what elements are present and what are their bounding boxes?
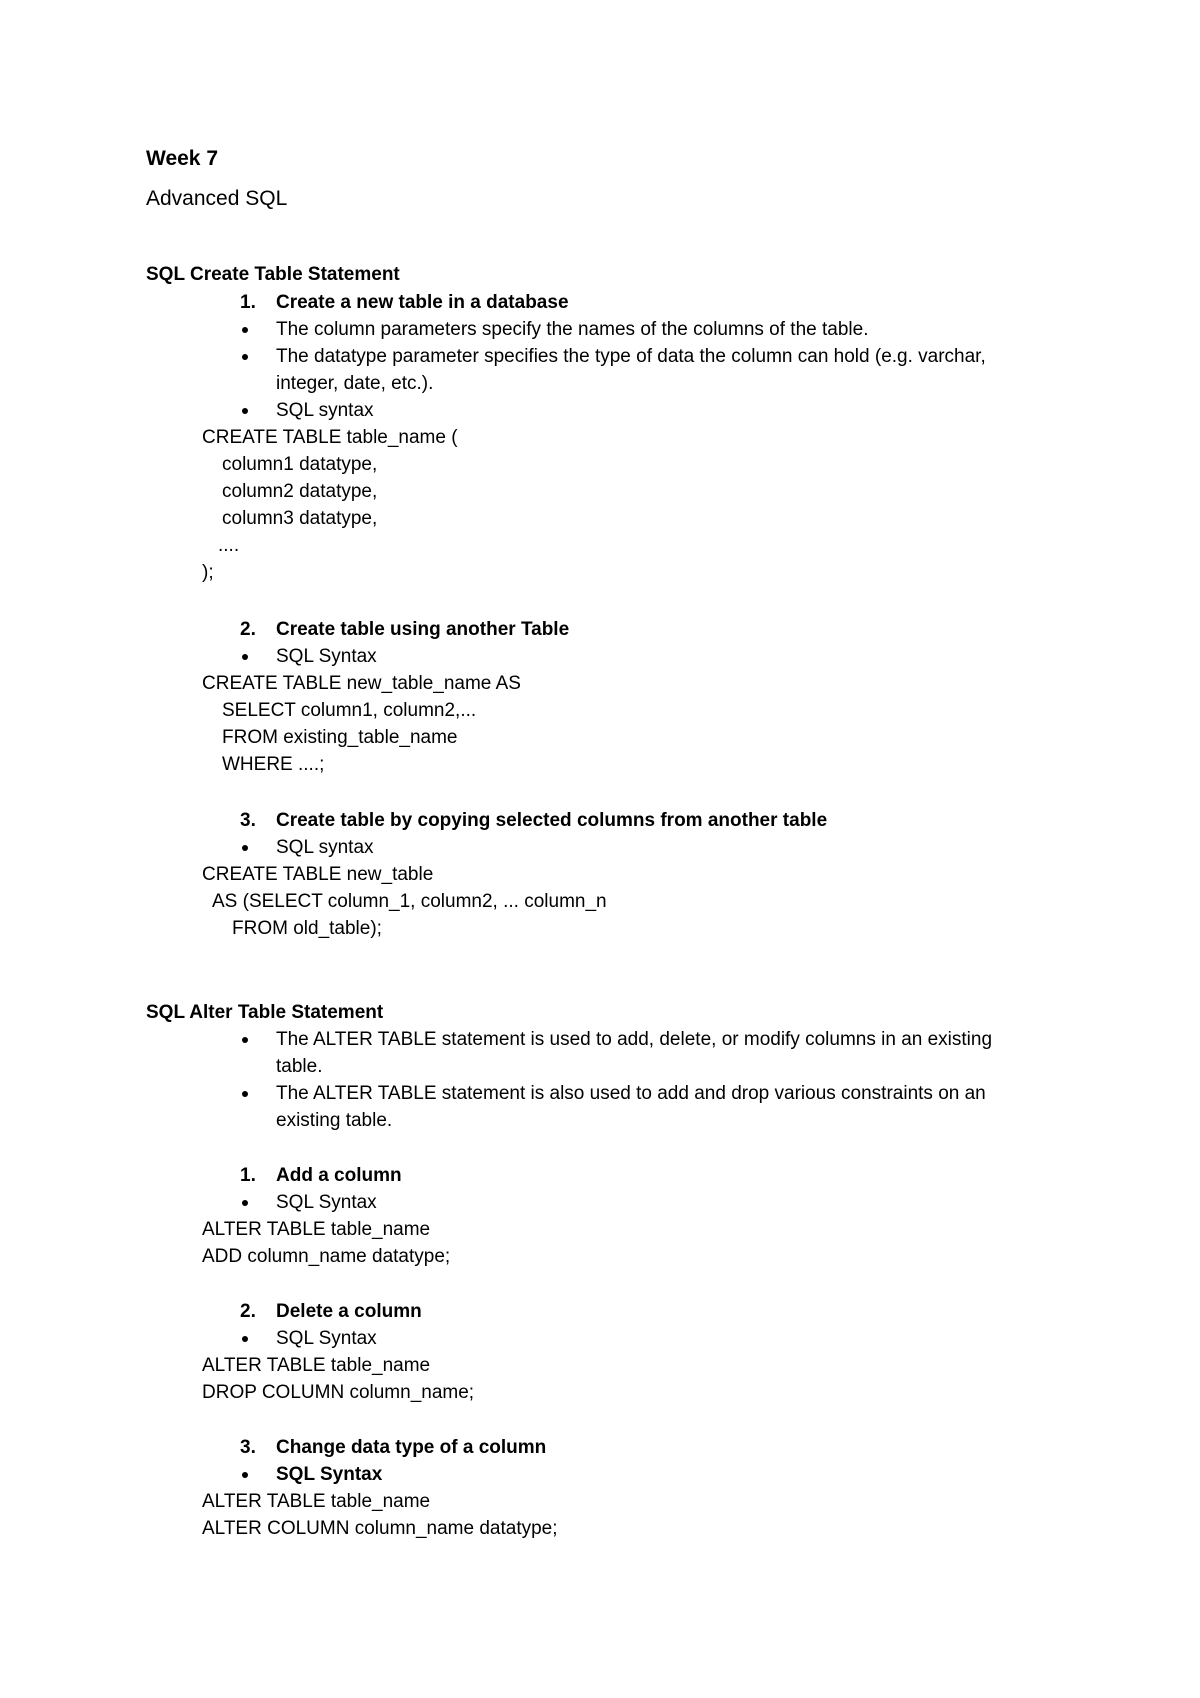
list-number: 2. (240, 1301, 256, 1322)
list-item-continuation: table. (276, 1056, 323, 1077)
list-item: SQL Syntax (276, 646, 377, 667)
code-line: WHERE ....; (222, 754, 325, 775)
code-line: FROM existing_table_name (222, 727, 458, 748)
list-item-continuation: integer, date, etc.). (276, 373, 434, 394)
week-label: Week 7 (146, 147, 218, 170)
list-item: The ALTER TABLE statement is used to add, delete, or modify columns in an existing (276, 1029, 993, 1050)
code-line: .... (218, 535, 240, 556)
code-line: ); (202, 562, 214, 583)
bullet-icon (242, 408, 248, 414)
code-line: DROP COLUMN column_name; (202, 1382, 475, 1403)
list-number: 1. (240, 292, 256, 313)
bullet-icon (242, 327, 248, 333)
list-item: The column parameters specify the names of the columns of the table. (276, 319, 869, 340)
bullet-icon (242, 1336, 248, 1342)
bullet-icon (242, 845, 248, 851)
section-heading-create: SQL Create Table Statement (146, 264, 400, 285)
bullet-icon (242, 1200, 248, 1206)
bullet-icon (242, 1472, 248, 1478)
code-line: CREATE TABLE new_table (202, 864, 434, 885)
page-title: Advanced SQL (146, 187, 288, 210)
list-item: SQL Syntax (276, 1464, 383, 1485)
list-item-continuation: existing table. (276, 1110, 393, 1131)
code-line: CREATE TABLE table_name ( (202, 427, 458, 448)
code-line: AS (SELECT column_1, column2, ... column_n (212, 891, 607, 912)
bullet-icon (242, 1037, 248, 1043)
item-title: Create table using another Table (276, 619, 570, 640)
list-number: 3. (240, 810, 256, 831)
list-item: The ALTER TABLE statement is also used to add and drop various constraints on an (276, 1083, 986, 1104)
code-line: column3 datatype, (222, 508, 378, 529)
code-line: ADD column_name datatype; (202, 1246, 451, 1267)
code-line: ALTER TABLE table_name (202, 1491, 431, 1512)
bullet-icon (242, 354, 248, 360)
item-title: Create table by copying selected columns from another table (276, 810, 828, 831)
code-line: FROM old_table); (232, 918, 382, 939)
item-title: Create a new table in a database (276, 292, 569, 313)
list-number: 1. (240, 1165, 256, 1186)
code-line: column1 datatype, (222, 454, 378, 475)
code-line: SELECT column1, column2,... (222, 700, 477, 721)
list-item: SQL Syntax (276, 1192, 377, 1213)
bullet-icon (242, 1091, 248, 1097)
list-item: The datatype parameter specifies the type of data the column can hold (e.g. varchar, (276, 346, 986, 367)
bullet-icon (242, 654, 248, 660)
code-line: ALTER TABLE table_name (202, 1219, 431, 1240)
code-line: ALTER TABLE table_name (202, 1355, 431, 1376)
list-number: 2. (240, 619, 256, 640)
item-title: Change data type of a column (276, 1437, 547, 1458)
code-line: CREATE TABLE new_table_name AS (202, 673, 521, 694)
list-item: SQL syntax (276, 400, 374, 421)
list-item: SQL syntax (276, 837, 374, 858)
section-heading-alter: SQL Alter Table Statement (146, 1002, 384, 1023)
item-title: Delete a column (276, 1301, 422, 1322)
list-item: SQL Syntax (276, 1328, 377, 1349)
code-line: ALTER COLUMN column_name datatype; (202, 1518, 558, 1539)
code-line: column2 datatype, (222, 481, 378, 502)
item-title: Add a column (276, 1165, 402, 1186)
list-number: 3. (240, 1437, 256, 1458)
